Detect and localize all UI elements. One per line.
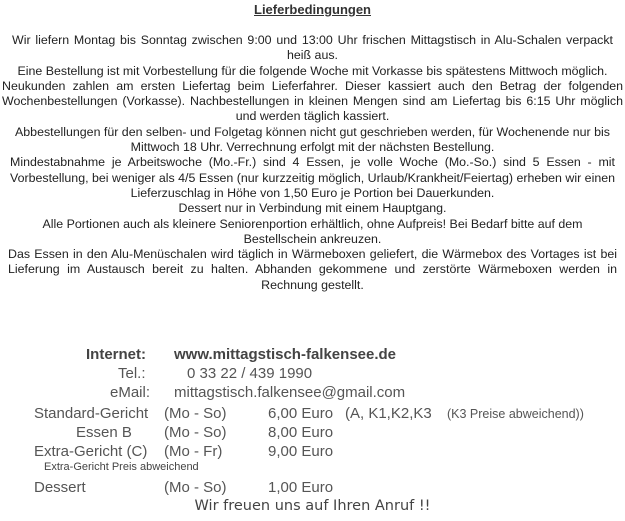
price-item-price: 1,00 Euro <box>268 479 334 496</box>
price-item-note: Extra-Gericht Preis abweichend <box>44 461 199 473</box>
email-link[interactable]: mittagstisch.falkensee@gmail.com <box>174 384 406 401</box>
paragraph-senior: Alle Portionen auch als kleinere Seniorenportion erhältlich, ohne Aufpreis! Bei Bedarf bitte auf dem Bestellschein ankreuzen. <box>42 216 583 246</box>
tel-label: Tel.: <box>118 365 146 382</box>
tel-value[interactable]: 0 33 22 / 439 1990 <box>187 365 313 382</box>
price-item-name: Standard-Gericht <box>34 405 149 422</box>
paragraph-boxes: Das Essen in den Alu-Menüschalen wird täglich in Wärmeboxen geliefert, die Wärmebox des Vortages ist bei Lieferung im Austausch bereit zu halten. Abhanden gekommene und zerstörte Wärmeboxen werden in Rechnung gestellt. <box>8 247 617 292</box>
page-title: Lieferbedingungen <box>254 2 371 17</box>
price-item-days: (Mo - So) <box>164 405 227 422</box>
internet-label: Internet: <box>86 346 146 363</box>
closing-message: Wir freuen uns auf Ihren Anruf !! <box>194 498 431 514</box>
price-item-price: 9,00 Euro <box>268 443 334 460</box>
paragraph-dessert: Dessert nur in Verbindung mit einem Hauptgang. <box>178 201 447 216</box>
delivery-terms <box>2 33 623 293</box>
price-item-days: (Mo - Fr) <box>164 443 223 460</box>
price-item-days: (Mo - So) <box>164 424 227 441</box>
price-item-name: Extra-Gericht (C) <box>34 443 148 460</box>
price-item-name: Dessert <box>34 479 86 496</box>
paragraph-cancellation: Abbestellungen für den selben- und Folgetag können nicht gut geschrieben werden, für Wochenende nur bis Mittwoch 18 Uhr. Verrechnung erfolgt mit der nächsten Bestellung. <box>15 124 610 155</box>
paragraph-delivery-times: Wir liefern Montag bis Sonntag zwischen 9:00 und 13:00 Uhr frischen Mittagstisch in Alu-Schalen verpackt heiß aus. <box>12 33 613 63</box>
email-label: eMail: <box>110 384 151 401</box>
paragraph-order: Eine Bestellung ist mit Vorbestellung für die folgende Woche mit Vorkasse bis spätestens Mittwoch möglich. <box>17 63 608 78</box>
price-item-price: 8,00 Euro <box>268 424 334 441</box>
price-item-extra-note: (K3 Preise abweichend)) <box>447 407 584 421</box>
price-item-extra: (A, K1,K2,K3 <box>345 405 432 422</box>
paragraph-payment: Neukunden zahlen am ersten Liefertag beim Lieferfahrer. Dieser kassiert auch den Betrag der folgenden Wochenbestellungen (Vorkasse). Nachbestellungen in kleinen Mengen sind am Liefertag bis 6:15 Uhr möglich und werden täglich kassiert. <box>2 78 623 124</box>
price-item-days: (Mo - So) <box>164 479 227 496</box>
price-item-price: 6,00 Euro <box>268 405 334 422</box>
website-link[interactable]: www.mittagstisch-falkensee.de <box>174 346 397 363</box>
price-item-name: Essen B <box>76 424 132 441</box>
paragraph-minimum: Mindestabnahme je Arbeitswoche (Mo.-Fr.) sind 4 Essen, je volle Woche (Mo.-So.) sind 5 Essen - mit Vorbestellung, bei weniger als 4/5 Essen (nur kurzzeitig möglich, Urlaub/Krankheit/Feiertag) erheben wir einen Lieferzuschlag in Höhe von 1,50 Euro je Portion bei Dauerkunden. <box>10 155 615 200</box>
